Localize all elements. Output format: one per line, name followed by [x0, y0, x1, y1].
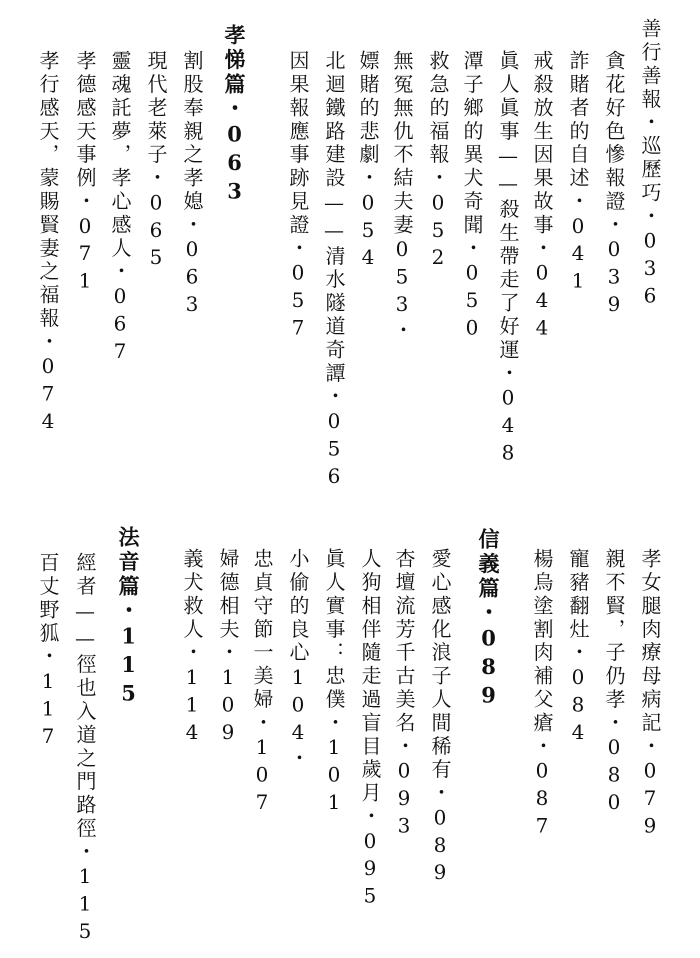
toc-entry: 眞人眞事——殺生帶走了好運・048	[496, 50, 520, 468]
toc-entry: 愛心感化浪子人間稀有・089	[428, 548, 452, 888]
toc-entry: 嫖賭的悲劇・054	[356, 50, 380, 273]
toc-entry: 眞人實事：忠僕・101	[322, 548, 346, 818]
toc-entry: 人狗相伴隨走過盲目歲月・095	[358, 548, 382, 911]
toc-entry: 善行善報・巡歷巧・036	[638, 18, 662, 311]
toc-entry: 寵豬翻灶・084	[566, 548, 590, 748]
section-heading-dharma: 法音篇・115	[116, 526, 141, 709]
section-heading-faith: 信義篇・089	[476, 528, 501, 711]
toc-entry: 孝女腿肉療母病記・079	[638, 548, 662, 841]
toc-entry: 救急的福報・052	[426, 50, 450, 273]
toc-entry: 經者——徑也入道之門路徑・115	[73, 552, 97, 947]
toc-entry: 現代老萊子・065	[144, 50, 168, 273]
toc-entry: 割股奉親之孝媳・063	[180, 50, 204, 320]
toc-entry: 潭子鄉的異犬奇聞・050	[460, 50, 484, 343]
toc-entry: 百丈野狐・117	[36, 552, 60, 752]
toc-entry: 北迴鐵路建設——清水隧道奇譚・056	[322, 50, 346, 492]
toc-entry: 無冤無仇不結夫妻053・	[390, 50, 414, 343]
toc-entry: 婦德相夫・109	[216, 548, 240, 748]
section-heading-filial: 孝悌篇・063	[222, 24, 247, 207]
toc-entry: 親不賢，子仍孝・080	[602, 548, 626, 818]
toc-entry: 詐賭者的自述・041	[566, 50, 590, 296]
toc-entry: 小偷的良心104・	[286, 548, 310, 771]
toc-entry: 忠貞守節一美婦・107	[250, 548, 274, 818]
toc-entry: 孝德感天事例・071	[73, 50, 97, 296]
toc-entry: 孝行感天，蒙賜賢妻之福報・074	[36, 50, 60, 437]
toc-entry: 義犬救人・114	[180, 548, 204, 748]
toc-entry: 楊烏塗割肉補父瘡・087	[530, 548, 554, 841]
toc-entry: 戒殺放生因果故事・044	[530, 50, 554, 343]
toc-entry: 貪花好色慘報證・039	[602, 50, 626, 320]
toc-entry: 杏壇流芳千古美名・093	[392, 548, 416, 841]
toc-entry: 因果報應事跡見證・057	[286, 50, 310, 343]
toc-entry: 靈魂託夢，孝心感人・067	[108, 50, 132, 367]
